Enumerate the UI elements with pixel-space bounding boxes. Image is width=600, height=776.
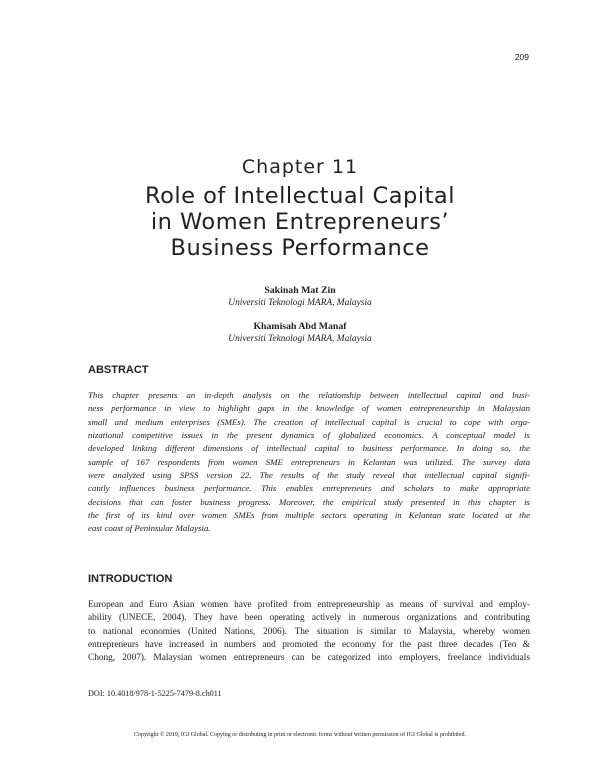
abstract-line: were analyzed using SPSS version 22. The results of the study reveal that intellectual capital signifi- xyxy=(88,470,530,481)
author-affiliation: Universiti Teknologi MARA, Malaysia xyxy=(228,334,372,344)
copyright-notice: Copyright © 2019, IGI Global. Copying or distributing in print or electronic forms without written permission of IGI Global is prohibited. xyxy=(133,732,466,738)
abstract-heading: ABSTRACT xyxy=(88,364,149,376)
introduction-line: European and Euro Asian women have profited from entrepreneurship as means of survival and employ- xyxy=(88,600,530,610)
author-block xyxy=(0,320,600,345)
title-line: in Women Entrepreneurs’ xyxy=(150,209,450,235)
introduction-line: ability (UNECE, 2004). They have been operating actively in numerous organizations and contributing xyxy=(88,613,530,624)
abstract-line: the first of its kind over women SMEs from multiple sectors operating in Kelantan state located at the xyxy=(88,510,530,521)
doi: DOI: 10.4018/978-1-5225-7479-8.ch011 xyxy=(88,689,222,698)
author-name: Sakinah Mat Zin xyxy=(264,285,336,296)
author-affiliation: Universiti Teknologi MARA, Malaysia xyxy=(228,298,372,308)
abstract-line: sample of 167 respondents from women SME entrepreneurs in Kelantan was utilized. The survey data xyxy=(88,456,530,467)
abstract-text xyxy=(88,389,530,536)
abstract-line: cantly influences business performance. This enables entrepreneurs and scholars to make appropriate xyxy=(88,483,530,494)
introduction-text xyxy=(88,599,530,665)
introduction-heading: INTRODUCTION xyxy=(88,573,173,585)
abstract-line: small and medium enterprises (SMEs). The creation of intellectual capital is crucial to cope with orga- xyxy=(88,416,530,427)
abstract-line: ness performance in view to highlight gaps in the knowledge of women entrepreneurship in Malaysian xyxy=(88,403,530,414)
author-block xyxy=(0,284,600,309)
introduction-line: entrepreneurs have increased in numbers and promoted the economy for the past three decades (Teo & xyxy=(88,639,530,650)
title-line: Role of Intellectual Capital xyxy=(145,183,455,209)
introduction-line: to national economies (United Nations, 2006). The situation is similar to Malaysia, whereby women xyxy=(88,626,530,637)
page-number: 209 xyxy=(514,52,529,62)
abstract-line: east coast of Peninsular Malaysia. xyxy=(88,523,211,534)
chapter-label: Chapter 11 xyxy=(241,156,359,178)
abstract-line: decisions that can foster business progress. Moreover, the empirical study presented in this chapter is xyxy=(88,496,530,507)
abstract-line: This chapter presents an in-depth analysis on the relationship between intellectual capital and busi- xyxy=(88,390,530,400)
title-line: Business Performance xyxy=(170,235,430,261)
abstract-line: nizational competitive issues in the present dynamics of globalized economics. A conceptual model is xyxy=(88,430,530,441)
author-name: Khamisah Abd Manaf xyxy=(253,321,347,332)
chapter-title xyxy=(0,183,600,261)
introduction-line: Chong, 2007). Malaysian women entrepreneurs can be categorized into employers, freelance individuals xyxy=(88,653,530,664)
abstract-line: developed linking different dimensions of intellectual capital to business performance. In doing so, the xyxy=(88,443,530,454)
